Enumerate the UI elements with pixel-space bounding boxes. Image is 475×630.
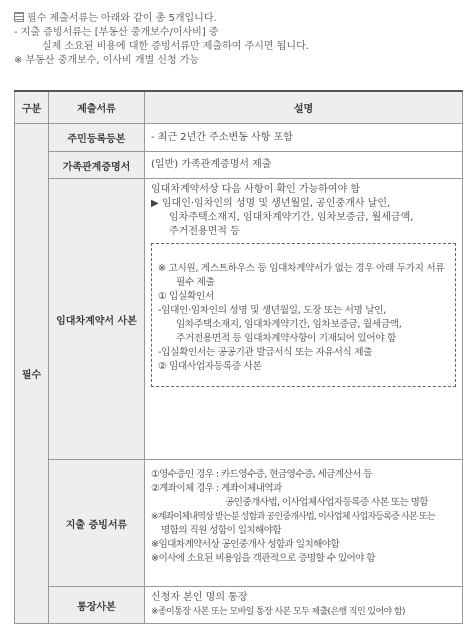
expense-line-1: ①영수증인 경우 : 카드영수증, 현금영수증, 세금계산서 등 [151, 469, 372, 480]
expense-line-4: ※계좌이체내역상 받는분 성함과 공인중개사법, 이사업체 사업자등록증 사본 또는 [151, 512, 435, 522]
table-row-lease [15, 179, 463, 460]
desc-lease [145, 179, 463, 460]
table-header-row [15, 91, 463, 124]
doc-name-bankbook: 통장사본 [49, 587, 145, 624]
bankbook-line-1: 신청자 본인 명의 통장 [151, 592, 248, 603]
note-line-2: 필수 제출 [176, 277, 215, 288]
lease-line-2: ▶ 임대인·임차인의 성명 및 생년월일, 공인중개사 날인, [151, 198, 391, 209]
desc-expense [145, 460, 463, 587]
note-line-5: 임차주택소재지, 임대차계약기간, 임차보증금, 월세금액, [176, 319, 402, 330]
intro-line-2: - 지출 증빙서류는 [부동산 중개보수/이사비] 중 [14, 27, 219, 38]
expense-line-7: ※이사에 소요된 비용임을 객관적으로 증명할 수 있어야 함 [151, 553, 375, 564]
lease-note-box [151, 243, 456, 387]
header-document: 제출서류 [49, 91, 145, 124]
lease-line-3: 임차주택소재지, 임대차계약기간, 임차보증금, 월세금액, [169, 212, 414, 223]
expense-line-2: ②계좌이체 경우 : 계좌이체내역과 [151, 483, 282, 494]
lease-line-1: 임대차계약서상 다음 사항이 확인 가능하여야 함 [151, 184, 361, 195]
doc-name-family: 가족관계증명서 [49, 152, 145, 179]
header-category: 구분 [15, 91, 49, 124]
expense-line-6: ※임대차계약서상 공인중개사 성함과 일치해야함 [151, 539, 340, 550]
expense-line-3: 공인중개사법, 이사업체사업자등록증 사본 또는 명함 [225, 497, 428, 508]
intro-line-1: 필수 제출서류는 아래와 같이 총 5개입니다. [14, 12, 464, 26]
intro-notes [14, 12, 464, 68]
desc-resident: - 최근 2년간 주소변동 사항 포함 [145, 124, 463, 152]
note-line-8: ② 임대사업자등록증 사본 [158, 361, 262, 372]
note-line-1: ※ 고시원, 게스트하우스 등 임대차계약서가 없는 경우 아래 두가지 서류 [158, 263, 445, 274]
lease-line-4: 주거전용면적 등 [169, 226, 240, 237]
header-description: 설명 [145, 91, 463, 124]
table-row-expense [15, 460, 463, 587]
doc-name-lease: 임대차계약서 사본 [49, 179, 145, 460]
category-cell: 필수 [15, 124, 49, 624]
doc-name-resident: 주민등록등본 [49, 124, 145, 152]
doc-name-expense: 지출 증빙서류 [49, 460, 145, 587]
intro-line-3: 실제 소요된 비용에 대한 증빙서류만 제출하여 주시면 됩니다. [42, 41, 309, 52]
table-row-resident [15, 124, 463, 152]
desc-bankbook [145, 587, 463, 624]
bankbook-line-2: ※종이통장 사본 또는 모바일 통장 사본 모두 제출(은행 직인 있어야 함) [151, 607, 405, 617]
table-row-family [15, 152, 463, 179]
intro-line-4: ※ 부동산 중개보수, 이사비 개별 신청 가능 [14, 55, 200, 66]
note-line-4: -임대인·임차인의 성명 및 생년월일, 도장 또는 서명 날인, [158, 305, 386, 316]
note-line-3: ① 입실확인서 [158, 291, 214, 302]
table-row-bankbook [15, 587, 463, 624]
expense-line-5: 명함의 직원 성함이 일치해야함 [161, 525, 282, 536]
note-line-6: 주거전용면적 등 임대차계약사항이 기재되어 있어야 함 [176, 333, 397, 344]
required-documents-table [14, 90, 463, 624]
note-line-7: -입실확인서는 공공기관 발급서식 또는 자유서식 제출 [158, 347, 373, 358]
document-icon [14, 12, 24, 22]
desc-family: (일반) 가족관계증명서 제출 [145, 152, 463, 179]
